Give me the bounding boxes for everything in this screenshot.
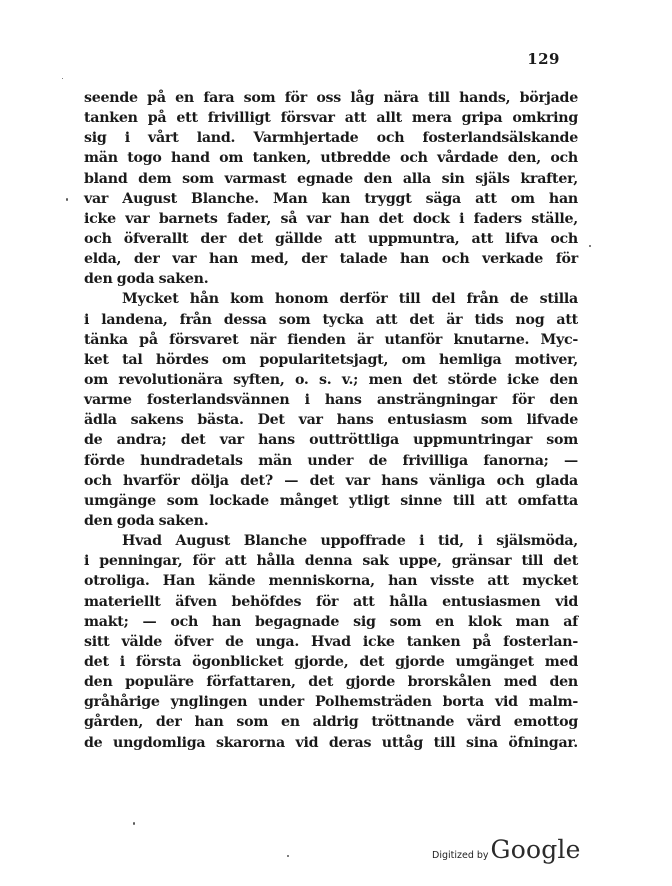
text-line: de ungdomliga skarorna vid deras uttåg till sina öfningar. <box>84 734 578 751</box>
digitized-label: Digitized by <box>432 850 489 861</box>
scan-speck <box>62 78 63 79</box>
google-label: Google <box>490 835 581 864</box>
text-line: gården, der han som en aldrig tröttnande värd emottog <box>84 714 578 731</box>
text-line: i landena, från dessa som tycka att det är tids nog att <box>84 311 578 328</box>
scan-speck <box>589 245 591 247</box>
text-line: umgänge som lockade månget ytligt sinne till att omfatta <box>84 492 578 509</box>
text-line: ädla sakens bästa. Det var hans entusiasm som lifvade <box>84 412 578 429</box>
text-line: den goda saken. <box>84 512 209 529</box>
text-line: var August Blanche. Man kan tryggt säga att om han <box>84 190 578 207</box>
text-line: elda, der var han med, der talade han och verkade för <box>84 251 578 268</box>
digitized-by-google-watermark <box>432 835 581 864</box>
text-line: det i första ögonblicket gjorde, det gjorde umgänget med <box>84 653 578 670</box>
text-line: varme fosterlandsvännen i hans ansträngningar för den <box>84 392 578 409</box>
text-line: sig i vårt land. Varmhjertade och fosterlandsälskande <box>84 130 578 147</box>
text-line: materiellt äfven behöfdes för att hålla entusiasmen vid <box>84 593 578 610</box>
text-line: och hvarför dölja det? — det var hans vänliga och glada <box>84 472 578 489</box>
text-line: gråhårige ynglingen under Polhemsträden borta vid malm- <box>84 694 578 711</box>
page-number: 129 <box>527 50 560 68</box>
text-line: den populäre författaren, det gjorde brorskålen med den <box>84 674 578 691</box>
text-line: förde hundradetals män under de frivilliga fanorna; — <box>84 452 578 469</box>
text-line: tänka på försvaret när fienden är utanför knutarne. Myc- <box>84 331 578 348</box>
text-line: otroliga. Han kände menniskorna, han visste att mycket <box>84 573 578 590</box>
text-line: makt; — och han begagnade sig som en klok man af <box>84 613 578 630</box>
scan-speck <box>133 822 135 825</box>
scan-speck <box>66 198 68 201</box>
text-line: ket tal hördes om popularitetsjagt, om hemliga motiver, <box>84 351 578 368</box>
text-line: den goda saken. <box>84 271 209 288</box>
text-line: om revolutionära syften, o. s. v.; men det störde icke den <box>84 371 578 388</box>
scan-speck <box>287 855 289 857</box>
text-line: män togo hand om tanken, utbredde och vårdade den, och <box>84 150 578 167</box>
paragraph-start-line: Mycket hån kom honom derför till del från de stilla <box>122 291 578 308</box>
text-line: icke var barnets fader, så var han det dock i faders ställe, <box>84 210 578 227</box>
text-line: tanken på ett frivilligt försvar att allt mera gripa omkring <box>84 110 578 127</box>
text-line: de andra; det var hans outtröttliga uppmuntringar som <box>84 432 578 449</box>
text-line: bland dem som varmast egnade den alla sin själs krafter, <box>84 170 578 187</box>
body-text <box>84 88 578 753</box>
text-line: i penningar, för att hålla denna sak uppe, gränsar till det <box>84 553 578 570</box>
text-line: seende på en fara som för oss låg nära till hands, började <box>84 90 578 106</box>
text-line: och öfverallt der det gällde att uppmuntra, att lifva och <box>84 230 578 247</box>
text-line: sitt välde öfver de unga. Hvad icke tanken på fosterlan- <box>84 633 578 650</box>
paragraph-start-line: Hvad August Blanche uppoffrade i tid, i själsmöda, <box>122 533 578 550</box>
